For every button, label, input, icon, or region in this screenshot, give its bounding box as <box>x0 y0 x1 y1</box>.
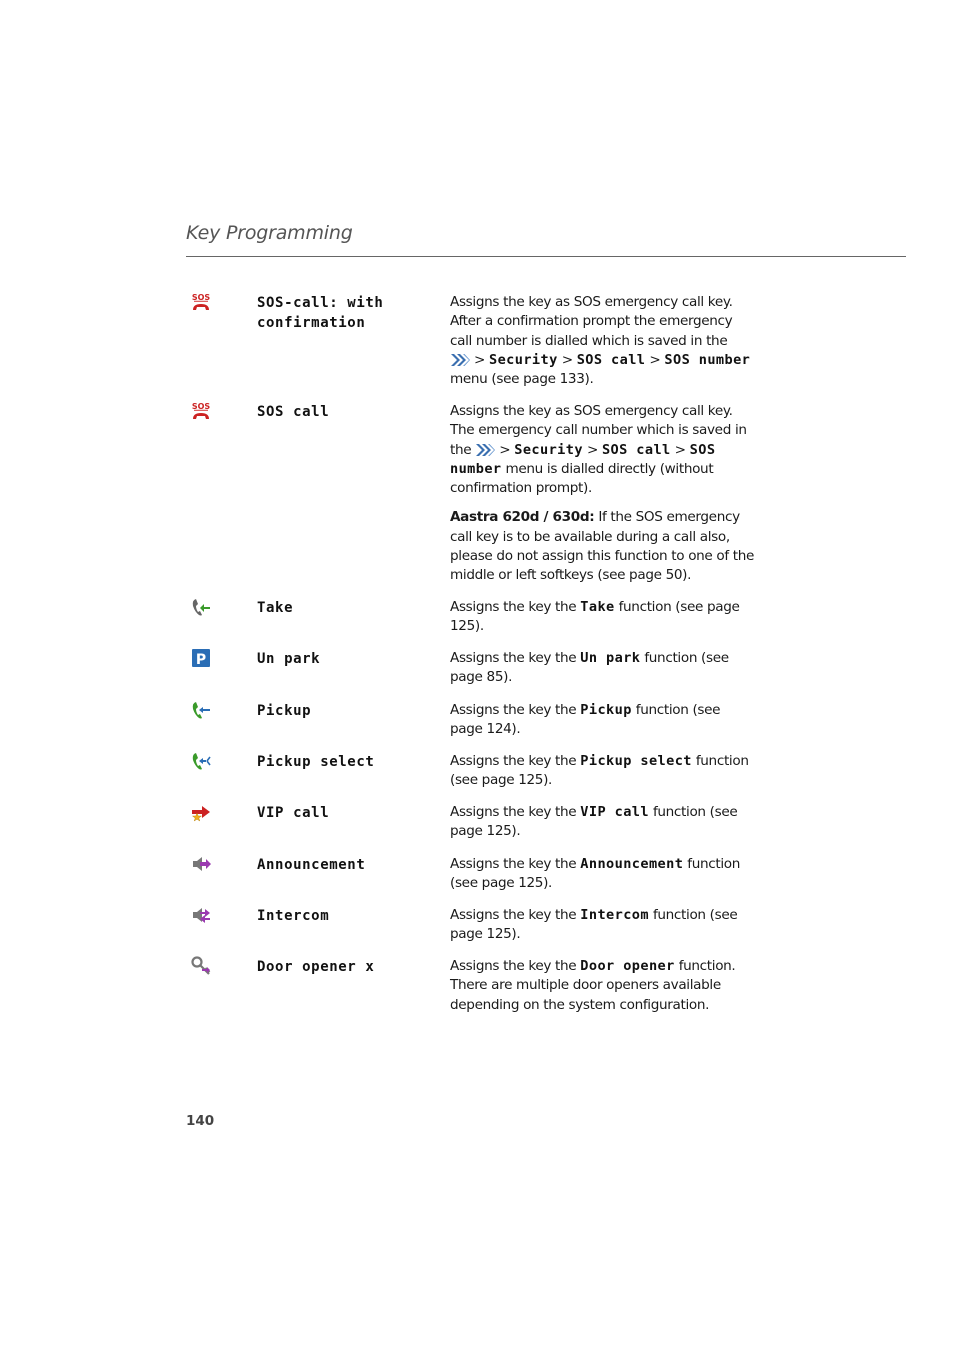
menu-separator: > <box>499 441 511 458</box>
description-text: Assigns the key the <box>450 702 577 718</box>
function-keyword: Take <box>580 599 615 615</box>
take-icon <box>190 596 212 618</box>
description-text: Assigns the key the <box>450 804 577 820</box>
function-name: Un park <box>257 651 321 667</box>
function-name: SOS-call: with confirmation <box>257 295 384 331</box>
function-description <box>450 803 755 842</box>
menu-path-item: SOS call <box>601 441 671 458</box>
function-name: Take <box>257 600 294 616</box>
menu-arrows-icon <box>450 353 470 367</box>
menu-path-item: SOS call <box>576 351 646 368</box>
park-icon <box>190 647 212 669</box>
svg-text:P: P <box>195 652 207 668</box>
function-name: VIP call <box>257 805 330 821</box>
menu-path-item: SOS number <box>450 441 716 477</box>
svg-text:SOS: SOS <box>191 402 211 411</box>
menu-separator: > <box>473 351 486 368</box>
description-text: function (see page 125). <box>450 907 738 943</box>
description-text: menu is dialled directly (without confirmation prompt). <box>450 460 714 497</box>
function-keyword: Door opener <box>580 958 675 974</box>
page-number: 140 <box>186 1113 215 1129</box>
description-text: function (see page 124). <box>450 702 721 738</box>
function-name: Pickup select <box>257 754 375 770</box>
description-text: Assigns the key the <box>450 856 577 872</box>
menu-path-item: Security <box>489 351 558 368</box>
function-description <box>450 957 755 1015</box>
svg-text:SOS: SOS <box>191 293 211 302</box>
pickup-select-icon <box>190 750 212 772</box>
description-text: menu (see page 133). <box>450 371 594 388</box>
menu-arrows-icon <box>475 443 495 457</box>
description-text: function (see page 125). <box>450 804 738 840</box>
description-text: Assigns the key the <box>450 907 577 923</box>
function-name: Door opener x <box>257 959 375 975</box>
intercom-icon <box>190 904 212 926</box>
function-keyword: Announcement <box>580 856 684 872</box>
description-text: Assigns the key as SOS emergency call key. The emergency call number which is saved in the <box>450 403 747 458</box>
function-description <box>450 293 755 389</box>
description-text: function. There are multiple door openers available depending on the system configuration. <box>450 958 736 1013</box>
sos-phone-icon <box>190 291 212 313</box>
description-text: Assigns the key the <box>450 599 577 615</box>
menu-path-item: SOS number <box>664 351 751 368</box>
function-keyword: Intercom <box>580 907 649 923</box>
menu-separator: > <box>674 441 686 458</box>
announcement-icon <box>190 853 212 875</box>
description-text: Assigns the key the <box>450 753 577 769</box>
description-text: function (see page 125). <box>450 856 741 892</box>
description-text: Assigns the key the <box>450 650 577 666</box>
header-divider <box>186 256 906 257</box>
menu-separator: > <box>649 351 661 368</box>
pickup-icon <box>190 699 212 721</box>
page-header-title: Key Programming <box>186 222 353 244</box>
function-keyword: Un park <box>580 650 641 666</box>
menu-path-item: Security <box>514 441 583 458</box>
function-keyword: VIP call <box>580 804 649 820</box>
description-text: function (see page 125). <box>450 599 740 635</box>
function-description <box>450 402 755 586</box>
function-keyword: Pickup <box>580 702 632 718</box>
menu-separator: > <box>561 351 573 368</box>
sos-phone-icon <box>190 400 212 422</box>
function-keyword: Pickup select <box>580 753 692 769</box>
menu-separator: > <box>586 441 598 458</box>
description-text: Assigns the key the <box>450 958 577 974</box>
function-name: Intercom <box>257 908 330 924</box>
door-opener-key-icon <box>190 955 212 977</box>
function-description <box>450 649 755 688</box>
device-note-label: Aastra 620d / 630d: <box>450 509 595 526</box>
function-description <box>450 701 755 740</box>
description-text: Assigns the key as SOS emergency call key. After a confirmation prompt the emergency call number is dialled which is saved in the <box>450 294 733 349</box>
function-description <box>450 752 755 791</box>
function-name: Pickup <box>257 703 312 719</box>
description-text: If the SOS emergency call key is to be available during a call also, please do not assign this function to one of the middle or left softkeys (see page 50). <box>450 509 755 584</box>
description-text: function (see page 85). <box>450 650 729 686</box>
function-name: Announcement <box>257 857 366 873</box>
function-description <box>450 855 755 894</box>
function-description <box>450 598 755 637</box>
function-name: SOS call <box>257 404 330 420</box>
vip-call-icon <box>190 801 212 823</box>
function-description <box>450 906 755 945</box>
description-text: function (see page 125). <box>450 753 749 789</box>
